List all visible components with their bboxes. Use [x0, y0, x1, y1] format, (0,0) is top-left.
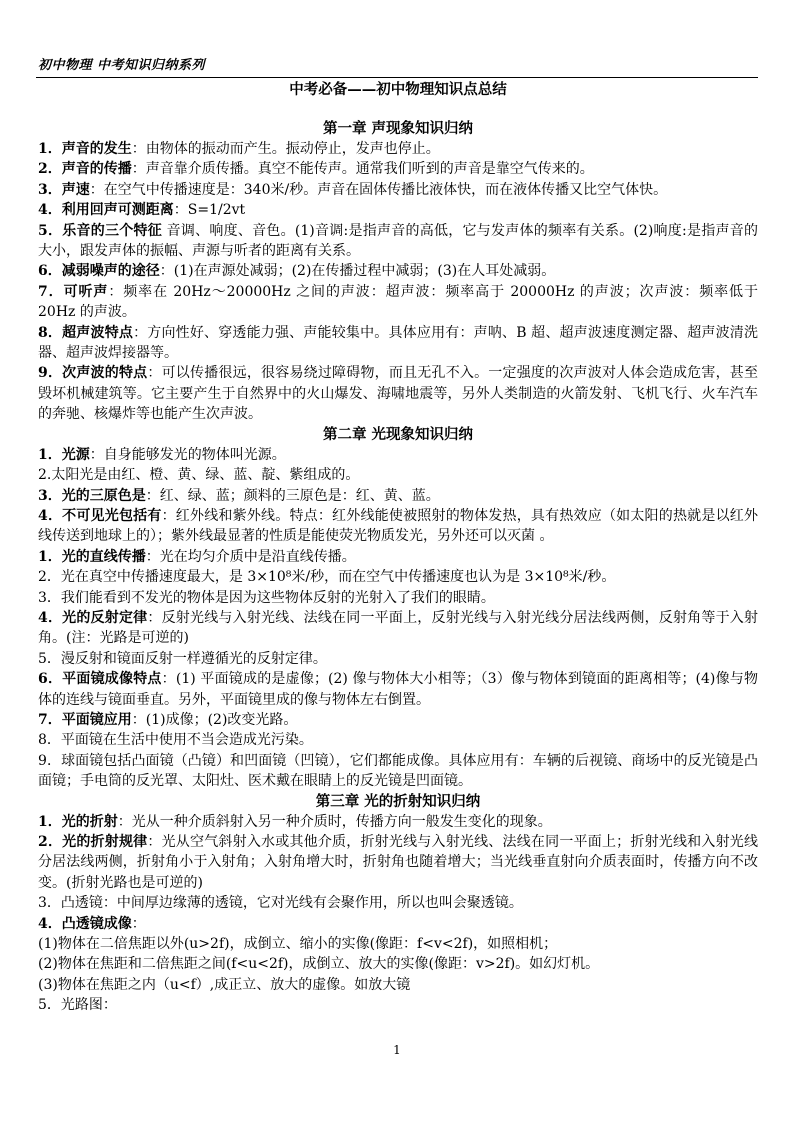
paragraph: 1．光的直线传播：光在均匀介质中是沿直线传播。 [38, 548, 356, 565]
paragraph: 3．声速：在空气中传播速度是：340米/秒。声音在固体传播比液体快，而在液体传播又比空气体快。 [38, 181, 668, 198]
paragraph: 7．平面镜应用：(1)成像；(2)改变光路。 [38, 711, 298, 728]
paragraph: 8．平面镜在生活中使用不当会造成光污染。 [38, 732, 313, 749]
paragraph: 2.太阳光是由红、橙、黄、绿、蓝、靛、紫组成的。 [38, 467, 360, 484]
paragraph: 7．可听声：频率在 20Hz～20000Hz 之间的声波：超声波：频率高于 20000Hz 的声波；次声波：频率低于 20Hz 的声波。 [38, 283, 758, 321]
paragraph: 8．超声波特点：方向性好、穿透能力强、声能较集中。具体应用有：声呐、B 超、超声波速度测定器、超声波清洗器、超声波焊接器等。 [38, 324, 758, 362]
document-body [38, 79, 758, 1016]
paragraph: 2．光的折射规律：光从空气斜射入水或其他介质，折射光线与入射光线、法线在同一平面上；折射光线和入射光线分居法线两侧，折射角小于入射角；入射角增大时，折射角也随着增大；当光线垂直射向介质表面时，传播方向不改变。(折射光路也是可逆的) [38, 834, 758, 891]
paragraph: 6．平面镜成像特点：(1) 平面镜成的是虚像；(2) 像与物体大小相等；（3）像与物体到镜面的距离相等；(4)像与物体的连线与镜面垂直。另外，平面镜里成的像与物体左右倒置。 [38, 671, 758, 708]
chapter-heading: 第一章 声现象知识归纳 [322, 120, 474, 137]
paragraph: (3)物体在焦距之内（u<f）,成正立、放大的虚像。如放大镜 [38, 976, 411, 993]
paragraph: 2．声音的传播：声音靠介质传播。真空不能传声。通常我们听到的声音是靠空气传来的。 [38, 161, 594, 178]
chapter-heading: 第三章 光的折射知识归纳 [315, 792, 481, 810]
paragraph: 5．漫反射和镜面反射一样遵循光的反射定律。 [38, 650, 327, 667]
paragraph: 1．光的折射：光从一种介质斜射入另一种介质时，传播方向一般发生变化的现象。 [38, 813, 552, 830]
paragraph: 4．利用回声可测距离：S=1/2vt [38, 202, 246, 219]
chapter-2 [38, 425, 758, 792]
paragraph: (1)物体在二倍焦距以外(u>2f)，成倒立、缩小的实像(像距：f<v<2f)，如照相机； [38, 936, 558, 953]
paragraph: 9．球面镜包括凸面镜（凸镜）和凹面镜（凹镜），它们都能成像。具体应用有：车辆的后视镜、商场中的反光镜是凸面镜；手电筒的反光罩、太阳灶、医术戴在眼睛上的反光镜是凹面镜。 [38, 752, 758, 790]
chapter-3 [38, 792, 758, 1016]
paragraph: 6．减弱噪声的途径：(1)在声源处减弱；(2)在传播过程中减弱；(3)在人耳处减弱。 [38, 263, 556, 280]
page-number: 1 [393, 1043, 401, 1057]
paragraph: 1．声音的发生：由物体的振动而产生。振动停止，发声也停止。 [38, 141, 440, 157]
paragraph: 5．光路图： [38, 997, 117, 1014]
paragraph: 3．我们能看到不发光的物体是因为这些物体反射的光射入了我们的眼睛。 [38, 589, 495, 606]
paragraph: 2．光在真空中传播速度最大，是 3×10⁸米/秒，而在空气中传播速度也认为是 3×10⁸米/秒。 [38, 569, 616, 586]
paragraph: 1．光源：自身能够发光的物体叫光源。 [38, 446, 286, 463]
paragraph: 3．光的三原色是：红、绿、蓝；颜料的三原色是：红、黄、蓝。 [38, 487, 440, 504]
paragraph: 4．光的反射定律：反射光线与入射光线、法线在同一平面上，反射光线与入射光线分居法线两侧，反射角等于入射角。(注：光路是可逆的) [38, 609, 758, 647]
paragraph: 4．凸透镜成像： [38, 915, 146, 932]
document-title: 中考必备——初中物理知识点总结 [289, 81, 507, 98]
paragraph: (2)物体在焦距和二倍焦距之间(f<u<2f)，成倒立、放大的实像(像距：v>2f)。如幻灯机。 [38, 956, 600, 973]
paragraph: 9．次声波的特点：可以传播很远，很容易绕过障碍物，而且无孔不入。一定强度的次声波对人体会造成危害，甚至毁坏机械建筑等。它主要产生于自然界中的火山爆发、海啸地震等，另外人类制造的火箭发射、飞机飞行、火车汽车的奔驰、核爆炸等也能产生次声波。 [38, 365, 758, 423]
series-header: 初中物理 中考知识归纳系列 [38, 58, 206, 73]
paragraph: 5．乐音的三个特征 音调、响度、音色。(1)音调:是指声音的高低，它与发声体的频率有关系。(2)响度:是指声音的大小，跟发声体的振幅、声源与听者的距离有关系。 [38, 222, 758, 260]
paragraph: 4．不可见光包括有：红外线和紫外线。特点：红外线能使被照射的物体发热，具有热效应（如太阳的热就是以红外线传送到地球上的）；紫外线最显著的性质是能使荧光物质发光，另外还可以灭菌 。 [38, 507, 758, 545]
chapter-1 [38, 119, 758, 425]
header-rule [36, 77, 758, 78]
chapter-heading: 第二章 光现象知识归纳 [322, 425, 474, 443]
paragraph: 3．凸透镜：中间厚边缘薄的透镜，它对光线有会聚作用，所以也叫会聚透镜。 [38, 895, 523, 912]
